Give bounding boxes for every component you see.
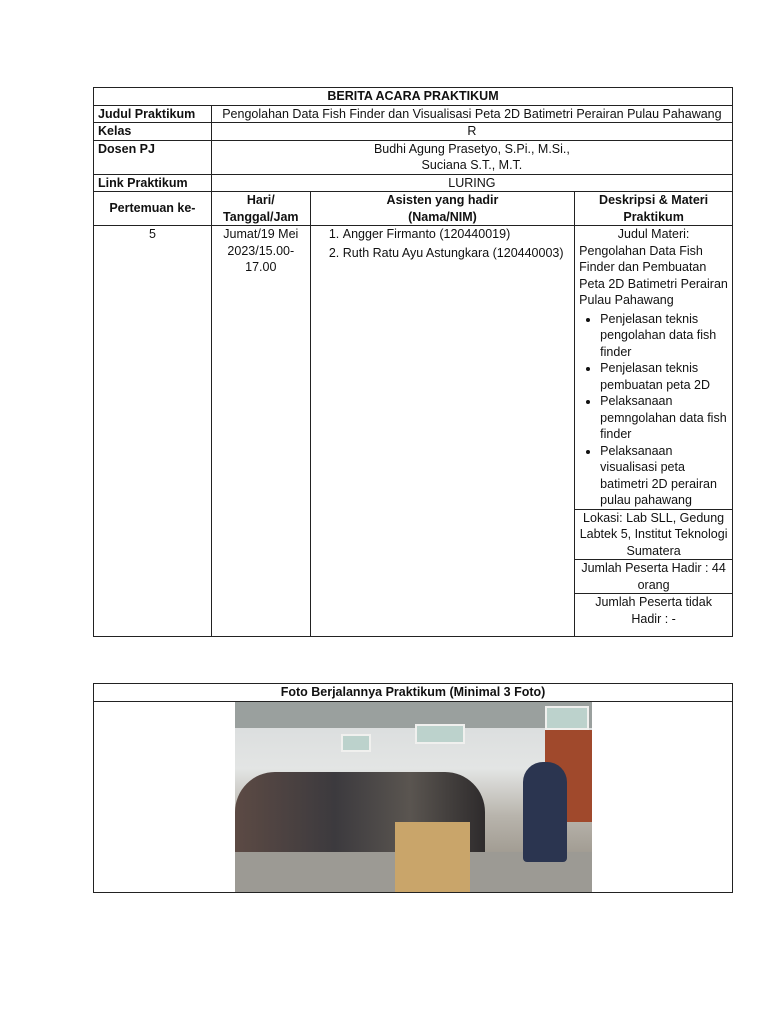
- judul-materi-label: Judul Materi:: [617, 227, 690, 241]
- photo-instructor: [523, 762, 567, 862]
- foto-title: Foto Berjalannya Praktikum (Minimal 3 Foto): [94, 684, 733, 702]
- kelas-label: Kelas: [94, 123, 212, 141]
- kelas-value: R: [211, 123, 732, 141]
- materi-item: • Pelaksanaan pemngolahan data fish finder: [600, 393, 728, 443]
- table-header: BERITA ACARA PRAKTIKUM: [94, 88, 733, 106]
- col-asisten: [310, 192, 574, 226]
- col-deskripsi-line1: Deskripsi & Materi: [599, 193, 709, 207]
- tidak-hadir-value: Jumlah Peserta tidak Hadir : -: [575, 594, 733, 637]
- photo-desk: [395, 822, 470, 892]
- pertemuan-value: 5: [94, 226, 212, 637]
- photo-ceiling: [235, 702, 592, 728]
- materi-item: • Penjelasan teknis pembuatan peta 2D: [600, 360, 728, 393]
- col-asisten-line1: Asisten yang hadir: [386, 193, 499, 207]
- col-deskripsi: [575, 192, 733, 226]
- dosen-name-2: Suciana S.T., M.T.: [421, 158, 523, 172]
- asisten-list: [315, 226, 570, 261]
- photo-window: [341, 734, 371, 752]
- dosen-name-1: Budhi Agung Prasetyo, S.Pi., M.Si.,: [373, 141, 570, 156]
- col-hari-line2: Tanggal/Jam: [223, 209, 299, 224]
- hadir-value: Jumlah Peserta Hadir : 44 orang: [575, 560, 733, 594]
- judul-materi: Pengolahan Data Fish Finder dan Pembuatan Peta 2D Batimetri Perairan Pulau Pahawang: [579, 243, 728, 307]
- link-label: Link Praktikum: [94, 174, 212, 192]
- dosen-value: [211, 140, 732, 174]
- materi-item: • Penjelasan teknis pengolahan data fish finder: [600, 311, 728, 361]
- asisten-list-cell: [310, 226, 574, 637]
- materi-list: [579, 311, 728, 509]
- berita-acara-table: [93, 87, 733, 637]
- materi-cell: [575, 226, 733, 510]
- photo-window: [545, 706, 589, 730]
- foto-cell: [94, 701, 733, 892]
- tanggal-value: Jumat/19 Mei 2023/15.00-17.00: [211, 226, 310, 637]
- dosen-label: Dosen PJ: [94, 140, 212, 174]
- lokasi-value: Lokasi: Lab SLL, Gedung Labtek 5, Institut Teknologi Sumatera: [575, 509, 733, 560]
- col-hari: [211, 192, 310, 226]
- col-deskripsi-line2: Praktikum: [623, 209, 684, 224]
- asisten-item: 1. Angger Firmanto (120440019): [343, 226, 570, 243]
- link-value: LURING: [211, 174, 732, 192]
- judul-label: Judul Praktikum: [94, 105, 212, 123]
- asisten-item: 2. Ruth Ratu Ayu Astungkara (120440003): [343, 245, 570, 262]
- praktikum-photo: [235, 702, 592, 892]
- materi-item: • Pelaksanaan visualisasi peta batimetri 2D perairan pulau pahawang: [600, 443, 728, 509]
- judul-value: Pengolahan Data Fish Finder dan Visualisasi Peta 2D Batimetri Perairan Pulau Pahawang: [211, 105, 732, 123]
- col-pertemuan: Pertemuan ke-: [94, 192, 212, 226]
- col-asisten-line2: (Nama/NIM): [408, 209, 477, 224]
- photo-window: [415, 724, 465, 744]
- col-hari-line1: Hari/: [246, 193, 275, 207]
- foto-table: [93, 683, 733, 893]
